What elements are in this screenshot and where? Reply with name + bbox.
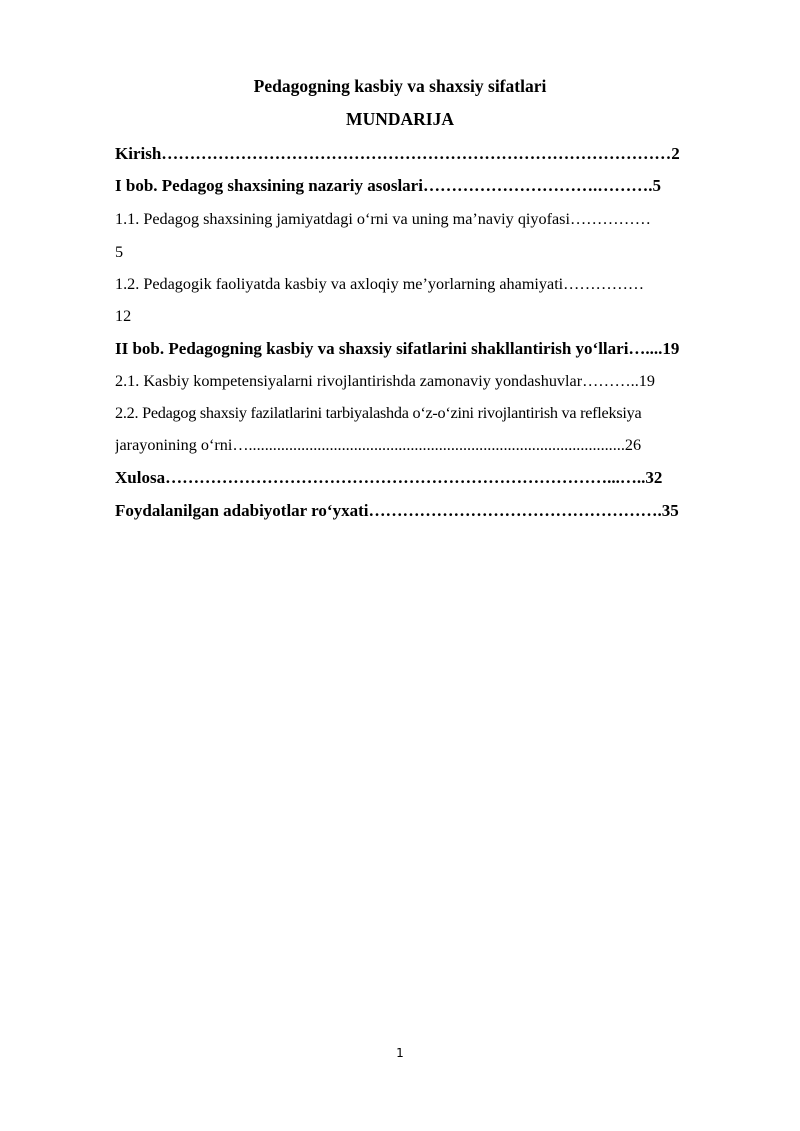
- toc-entry-kirish[interactable]: Kirish………………………………………………………………………………2: [115, 144, 680, 163]
- toc-entry-2-2[interactable]: 2.2. Pedagog shaxsiy fazilatlarini tarbiyalashda o‘z-o‘zini rivojlantirish va refleksiya: [115, 404, 642, 422]
- toc-entry-2-1[interactable]: 2.1. Kasbiy kompetensiyalarni rivojlantirishda zamonaviy yondashuvlar………..19: [115, 372, 655, 390]
- toc-entry-chapter-2[interactable]: II bob. Pedagogning kasbiy va shaxsiy sifatlarini shakllantirish yo‘llari…....19: [115, 339, 680, 358]
- toc-entry-1-1[interactable]: 1.1. Pedagog shaxsining jamiyatdagi o‘rni va uning ma’naviy qiyofasi……………: [115, 210, 651, 228]
- page-number: 1: [396, 1046, 404, 1060]
- toc-entry-1-2-page[interactable]: 12: [115, 307, 132, 325]
- toc-entry-2-2-continued[interactable]: jarayonining o‘rni….............................................................................................26: [115, 436, 642, 454]
- toc-entry-1-2[interactable]: 1.2. Pedagogik faoliyatda kasbiy va axloqiy me’yorlarning ahamiyati……………: [115, 275, 645, 293]
- toc-heading: MUNDARIJA: [346, 109, 454, 129]
- document-title: Pedagogning kasbiy va shaxsiy sifatlari: [253, 76, 547, 96]
- toc-entry-1-1-page[interactable]: 5: [115, 243, 124, 261]
- toc-entry-bibliography[interactable]: Foydalanilgan adabiyotlar ro‘yxati…………………………………………….35: [115, 501, 679, 520]
- toc-entry-xulosa[interactable]: Xulosa……………………………………………………………………...…..32: [115, 468, 663, 487]
- toc-entry-chapter-1[interactable]: I bob. Pedagog shaxsining nazariy asoslari………………………….……….5: [115, 176, 661, 195]
